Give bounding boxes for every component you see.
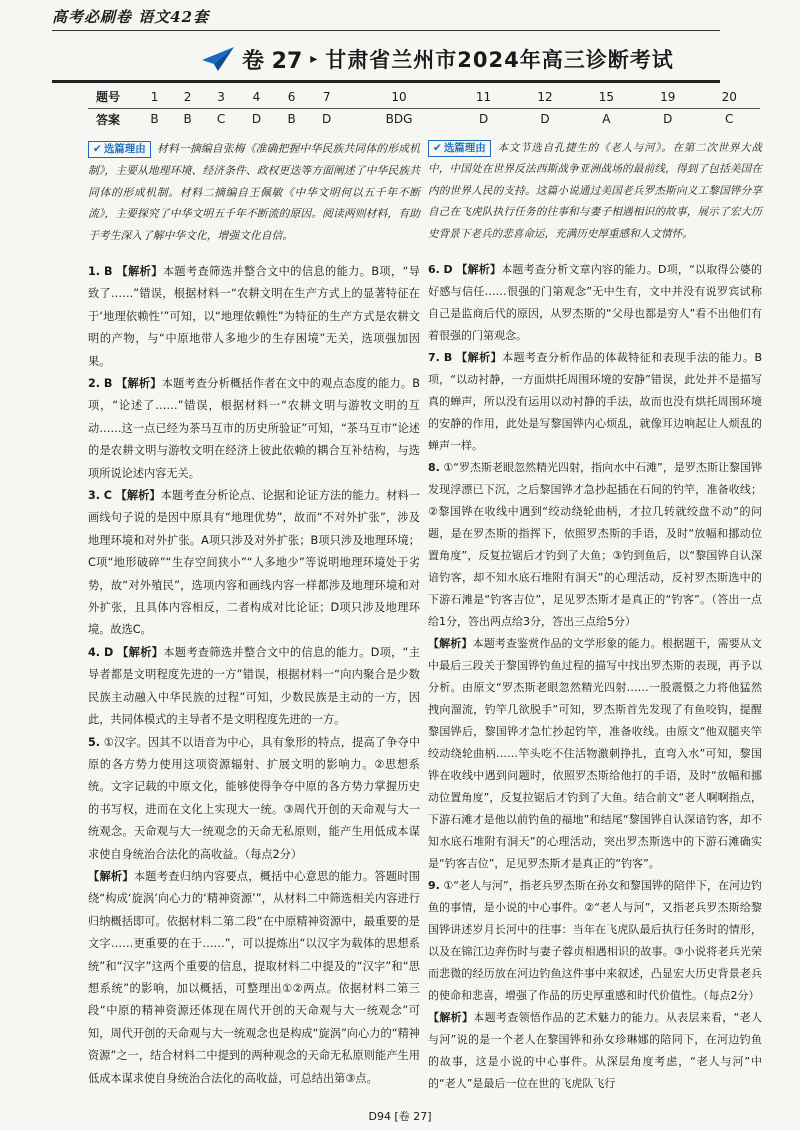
- analysis-tag: 【解析】: [456, 351, 503, 365]
- explanation-text: ①“罗杰斯老眼忽然精光四射，指向水中石滩”，是罗杰斯让黎国铧发现浮漂已下沉，之后黎国铧才急抄起插在石间的钓竿，准备收线；②黎国铧在收线中遇到“绞动绕轮曲柄，才拉几转就绞盘不动”的问题，是在罗杰斯的指挥下，依照罗杰斯的手语，及时“放幅和挪动位置角度”，反复拉锯后才钓到了大鱼；③钓到鱼后，以“黎国铧自认深谙钓客，却不知水底石堆附有洞天”的心理活动，反衬罗杰斯选中的下游石滩是“钓客吉位”，足见罗杰斯才是真正的“钓客”。（答出一点给1分，答出两点给3分，答出三点给5分）: [428, 461, 762, 629]
- explanation-text: 本题考查鉴赏作品的文学形象的能力。根据题干，需要从文中最后三段关于黎国铧钓鱼过程的描写中找出罗杰斯的表现，再予以分析。由原文“罗杰斯老眼忽然精光四射……一股震慑之力将他猛然拽向溜流，钓竿几欲脱手”可知，罗杰斯首先发现了有鱼咬钩，提醒黎国铧后，黎国铧才急忙抄起钓竿，准备收线。由原文“他双腿夹竿绞动绕轮曲柄……竿头吃不住活物激刺挣扎，直弯入水”可知，黎国铧在收线中遇到问题时，依照罗杰斯给他打的手语，及时“放幅和挪动位置角度”，反复拉锯后才钓到了大鱼。结合前文“老人啊啊指点，下游石滩才是他以前钓鱼的福地”和结尾“黎国铧自认深谙钓客，却不知水底石堆附有洞天”的心理活动，突出罗杰斯选中的下游石滩确实是“钓客吉位”，足见罗杰斯才是真正的“钓客”。: [428, 637, 763, 871]
- analysis-tag: 【解析】: [117, 645, 164, 659]
- answer-letter: C: [103, 489, 112, 503]
- question-number: 8.: [428, 461, 440, 475]
- answer-cell: D: [478, 112, 489, 127]
- explanation-item: [428, 875, 762, 1007]
- analysis-tag: 【解析】: [115, 489, 161, 503]
- answer-cell: A: [602, 112, 611, 127]
- answer-letter: B: [103, 377, 113, 391]
- analysis-tag: 【解析】: [116, 377, 162, 391]
- page-footer: D94 [卷 27]: [368, 1110, 432, 1123]
- question-number: 4: [238, 86, 275, 108]
- explanation-text: 本题考查分析文章内容的能力。D项，“以取得公婆的好感与信任……很强的门第观念”无中生有，文中并没有说罗宾试称自己是监商后代的原因，从罗杰斯的“父母也都是穷人”看不出他们有着很强的门第观念。: [428, 263, 763, 343]
- explanation-text: 本题考查归纳内容要点，概括中心意思的能力。答题时围绕“构成‘旋涡’向心力的‘精神资源’”，从材料二中筛选相关内容进行归纳概括即可。依据材料二第二段“在中原精神资源中，最重要的是文字……更重要的在于……”，可以提炼出“以汉字为载体的思想系统”和“汉字”这两个重要的信息，提取材料二中提及的“汉字”和“思想系统”的影响，加以概括，可整理出①②两点。依据材料二第三段“中原的精神资源还体现在周代开创的天命观与大一统观念”可知，周代开创的天命观与大一统观念也是构成“旋涡”向心力的“精神资源”之一，结合材料二中提到的两种观念的天命无私原则能产生用低成本谋求使自身统治合法化的高收益，可总结出第③点。: [88, 869, 420, 1085]
- explanation-text: 本题考查筛选并整合文中的信息的能力。D项，“主导者都是文明程度先进的一方”错误，根据材料一“向内聚合是少数民族主动融入中华民族的过程”可知，少数民族是主动的一方，因此，共同体模式的主导者不是文明程度先进的一方。: [88, 645, 421, 727]
- analysis-tag: 【解析】: [428, 637, 473, 651]
- selection-reason-tag: ✔ 选篇理由: [428, 140, 491, 157]
- answer-letter: B: [104, 264, 113, 278]
- explanation-text: 本题考查分析作品的体裁特征和表现手法的能力。B项，“以动衬静，一方面烘托周围环境的安静”错误，此处并不是描写真的蝉声，所以没有运用以动衬静的手法，故而也没有烘托周围环境的安静的作用，此处是写黎国铧内心烦乱，就像耳边响起让人烦乱的蝉声一样。: [428, 351, 762, 453]
- answer-cell: B: [183, 112, 192, 127]
- explanation-item: [88, 373, 420, 485]
- selection-reason-text: 材料一摘编自张梅《准确把握中华民族共同体的形成机制》，主要从地理环境、经济条件、政权更迭等方面阐述了中华民族共同体的形成机制。材料二摘编自王佩敏《中华文明何以五千年不断流》，主要探究了中华文明五千年不断流的原因。阅读两则材料，有助于考生深入了解中华文化，增强文化自信。: [88, 142, 420, 243]
- question-number: 6.: [428, 263, 440, 277]
- answer-cell: C: [725, 112, 734, 127]
- answer-cell: B: [150, 112, 159, 127]
- question-number: 20: [698, 86, 760, 108]
- question-number: 9.: [428, 879, 440, 893]
- explanation-item: [428, 457, 762, 633]
- question-number: 7.: [428, 351, 440, 365]
- explanation-item: [88, 485, 420, 642]
- question-number: 3.: [88, 489, 101, 503]
- answer-cell: B: [287, 112, 296, 127]
- question-number: 3: [204, 86, 238, 108]
- selection-reason: [88, 138, 420, 247]
- explanation-text: 本题考查领悟作品的艺术魅力的能力。从表层来看，“老人与河”说的是一个老人在黎国铧和孙女珍琳娜的陪同下，在河边钓鱼的故事，这是小说的中心事件。从深层角度考虑，“老人与河”中的“老人”是最后一位在世的飞虎队飞行: [428, 1011, 763, 1091]
- explanation-item: [88, 732, 420, 866]
- question-number: 1.: [88, 264, 101, 278]
- question-number: 7: [308, 86, 345, 108]
- analysis-tag: 【解析】: [428, 1011, 474, 1025]
- question-number: 11: [453, 86, 514, 108]
- answer-cell: D: [540, 112, 550, 127]
- answer-letter: D: [443, 263, 453, 277]
- answer-letter: D: [103, 645, 114, 659]
- answer-cell: D: [251, 112, 262, 127]
- analysis-tag: 【解析】: [88, 869, 134, 883]
- check-icon: ✔: [93, 143, 102, 155]
- explanation-text: 本题考查筛选并整合文中的信息的能力。B项，“导致了……”错误，根据材料一“农耕文明在生产方式上的显著特征在于‘地理依赖性’”可知，以“地理依赖性”为特征的生产方式是农耕文明的产物，与“中原地带人多地少的生存困境”无关，选项强加因果。: [88, 264, 420, 368]
- answer-cell: BDG: [385, 112, 413, 127]
- exam-title: 甘肃省兰州市2024年高三诊断考试: [325, 48, 674, 72]
- explanation-item: [88, 866, 420, 1090]
- explanation-text: 本题考查分析论点、论据和论证方法的能力。材料一画线句子说的是因中原具有“地理优势”，故而“不对外扩张”，涉及地理环境和对外扩张。A项只涉及对外扩张；B项只涉及地理环境；C项“地形破碎”“生存空间狭小”“人多地少”等说明地理环境处于劣势，故“对外殖民”，选项内容和画线内容一样都涉及地理环境和对外扩张，且具体内容相反，二者构成对比论证；D项只涉及地理环境。故选C。: [88, 489, 420, 637]
- header-rule: [52, 80, 720, 83]
- answer-cell: D: [663, 112, 673, 127]
- explanation-item: [428, 259, 762, 347]
- answer-explanations: [428, 259, 762, 1095]
- triangle-separator-icon: ▸: [310, 51, 318, 67]
- selection-reason-tag: ✔ 选篇理由: [88, 141, 151, 158]
- row-label: 答案: [96, 112, 121, 127]
- explanation-text: 本题考查分析概括作者在文中的观点态度的能力。B项，“论述了……”错误，根据材料一“农耕文明与游牧文明的互动……这一点已经为茶马互市的历史所验证”可知，“茶马互市”论述的是农耕文明与游牧文明在经济上彼此依赖的耦合互补结构，与选项所说论述内容无关。: [88, 377, 420, 480]
- answer-row: [88, 108, 760, 130]
- answer-cell: D: [322, 112, 332, 127]
- question-number: 4.: [88, 645, 101, 659]
- question-number: 10: [345, 86, 453, 108]
- explanation-item: [428, 633, 762, 875]
- paper-plane-icon: [200, 44, 236, 74]
- question-number: 2.: [88, 377, 101, 391]
- explanation-item: [88, 642, 420, 732]
- answer-table: [88, 86, 760, 130]
- question-number: 15: [576, 86, 637, 108]
- question-number: 19: [637, 86, 698, 108]
- exam-header: [200, 42, 674, 76]
- book-title: 高考必刷卷 语文42套: [52, 8, 210, 26]
- row-label: 题号: [88, 86, 138, 108]
- question-number: 2: [171, 86, 204, 108]
- analysis-tag: 【解析】: [456, 263, 502, 277]
- left-column: [88, 138, 420, 1090]
- exam-number: 卷 27: [242, 48, 303, 74]
- answer-cell: C: [216, 112, 226, 127]
- explanation-text: ①“老人与河”，指老兵罗杰斯在孙女和黎国铧的陪伴下，在河边钓鱼的事情，是小说的中心事件。②“老人与河”，又指老兵罗杰斯给黎国铧讲述岁月长河中的往事：当年在飞虎队最后执行任务时的情形，以及在锦江边奔伤时与妻子蓉贞相遇相识的故事。③小说将老兵光荣而悲微的经历放在河边钓鱼这件事中来叙述，凸显宏大历史背景老兵的使命和悲喜，增强了作品的历史厚重感和时代价值性。（每点2分）: [428, 879, 762, 1003]
- selection-reason-text: 本文节选自孔捷生的《老人与河》。在第二次世界大战中，中国处在世界反法西斯战争亚洲战场的最前线，得到了包括美国在内的世界人民的支持。这篇小说通过美国老兵罗杰斯向义工黎国铧分享自己在飞虎队执行任务的往事和与妻子相遇相识的故事，展示了宏大历史背景下老兵的悲喜命运，充满历史厚重感和人文情怀。: [428, 142, 762, 240]
- explanation-text: ①汉字。因其不以语音为中心，具有象形的特点，提高了争夺中原的各方势力使用这项资源辐射、扩展文明的影响力。②思想系统。文字记载的中原文化，能够使得争夺中原的各方势力掌握历史的书写权，进而在文化上实现大一统。③周代开创的天命观与大一统观念。天命观与大一统观念的天命无私原则，能产生用低成本谋求使自身统治合法化的高收益。（每点2分）: [88, 735, 421, 861]
- answer-explanations: [88, 261, 420, 1090]
- explanation-item: [428, 1007, 762, 1095]
- question-number: 5.: [88, 735, 101, 749]
- question-number: 1: [138, 86, 171, 108]
- top-rule: [52, 30, 720, 31]
- right-column: [428, 138, 762, 1095]
- question-number: 12: [514, 86, 575, 108]
- question-number: 6: [275, 86, 308, 108]
- question-number-row: [88, 86, 760, 108]
- selection-reason: [428, 138, 762, 245]
- analysis-tag: 【解析】: [116, 264, 163, 278]
- answer-letter: B: [443, 351, 453, 365]
- check-icon: ✔: [433, 142, 442, 154]
- explanation-item: [428, 347, 762, 457]
- explanation-item: [88, 261, 420, 373]
